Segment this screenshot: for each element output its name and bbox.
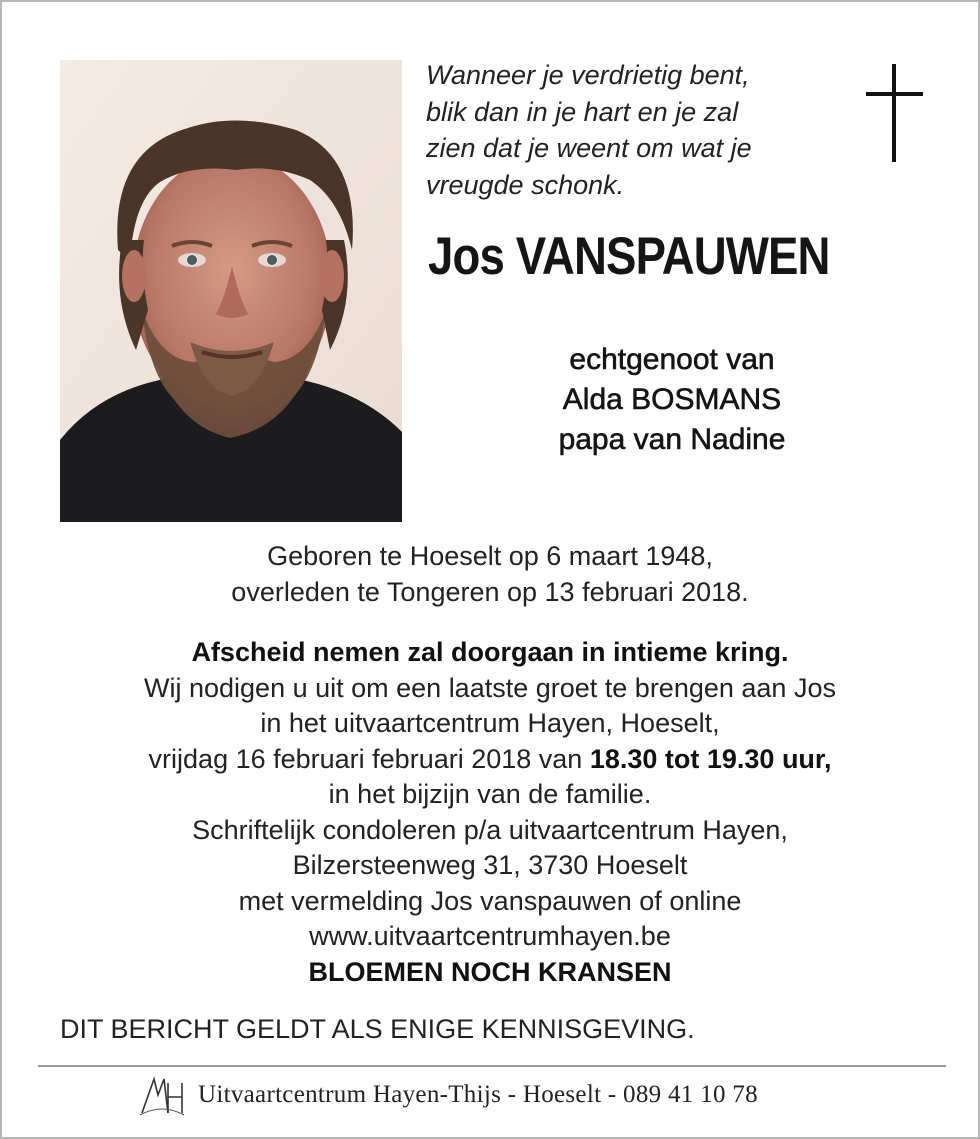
condolence-line: Schriftelijk condoleren p/a uitvaartcentrum Hayen,: [192, 814, 788, 845]
deceased-name: Jos VANSPAUWEN: [428, 227, 830, 286]
date-line: [2, 742, 978, 778]
family-line: in het bijzijn van de familie.: [328, 779, 652, 809]
funeral-home-footer: [138, 1072, 878, 1118]
invite-line: Wij nodigen u uit om een laatste groet te brengen aan Jos: [144, 672, 836, 703]
portrait-image: [60, 60, 402, 522]
poem-line: blik dan in je hart en je zal: [426, 96, 739, 127]
farewell-heading: Afscheid nemen zal doorgaan in intieme kring.: [191, 637, 789, 667]
condolence-line: met vermelding Jos vanspauwen of online: [238, 885, 742, 916]
address-line: Bilzersteenweg 31, 3730 Hoeselt: [292, 850, 688, 880]
poem-line: vreugde schonk.: [426, 169, 625, 200]
portrait-photo: [60, 60, 402, 522]
poem-quote: [426, 57, 846, 203]
invite-line: in het uitvaartcentrum Hayen, Hoeselt,: [260, 708, 720, 738]
birth-line: Geboren te Hoeselt op 6 maart 1948,: [267, 541, 713, 571]
divider: [38, 1065, 946, 1067]
website-link[interactable]: www.uitvaartcentrumhayen.be: [309, 921, 671, 951]
relations-block: [452, 340, 892, 460]
date-text: vrijdag 16 februari februari 2018 van: [148, 743, 590, 774]
poem-line: zien dat je weent om wat je: [426, 133, 752, 163]
notice-line: DIT BERICHT GELDT ALS ENIGE KENNISGEVING.: [60, 1014, 695, 1044]
footer-text: Uitvaartcentrum Hayen-Thijs - Hoeselt - 089 41 10 78: [198, 1081, 758, 1108]
time-text: 18.30 tot 19.30 uur,: [589, 743, 832, 774]
relation-line: echtgenoot van: [569, 343, 775, 376]
hayen-monogram-icon: [138, 1073, 186, 1117]
flowers-note: BLOEMEN NOCH KRANSEN: [308, 956, 672, 987]
relation-line: Alda BOSMANS: [562, 383, 782, 416]
death-line: overleden te Tongeren op 13 februari 2018.: [231, 577, 749, 607]
cross-icon: [864, 64, 926, 162]
life-dates: [2, 538, 978, 610]
farewell-details: [2, 635, 978, 990]
poem-line: Wanneer je verdrietig bent,: [426, 60, 750, 90]
relation-line: papa van Nadine: [558, 423, 786, 456]
